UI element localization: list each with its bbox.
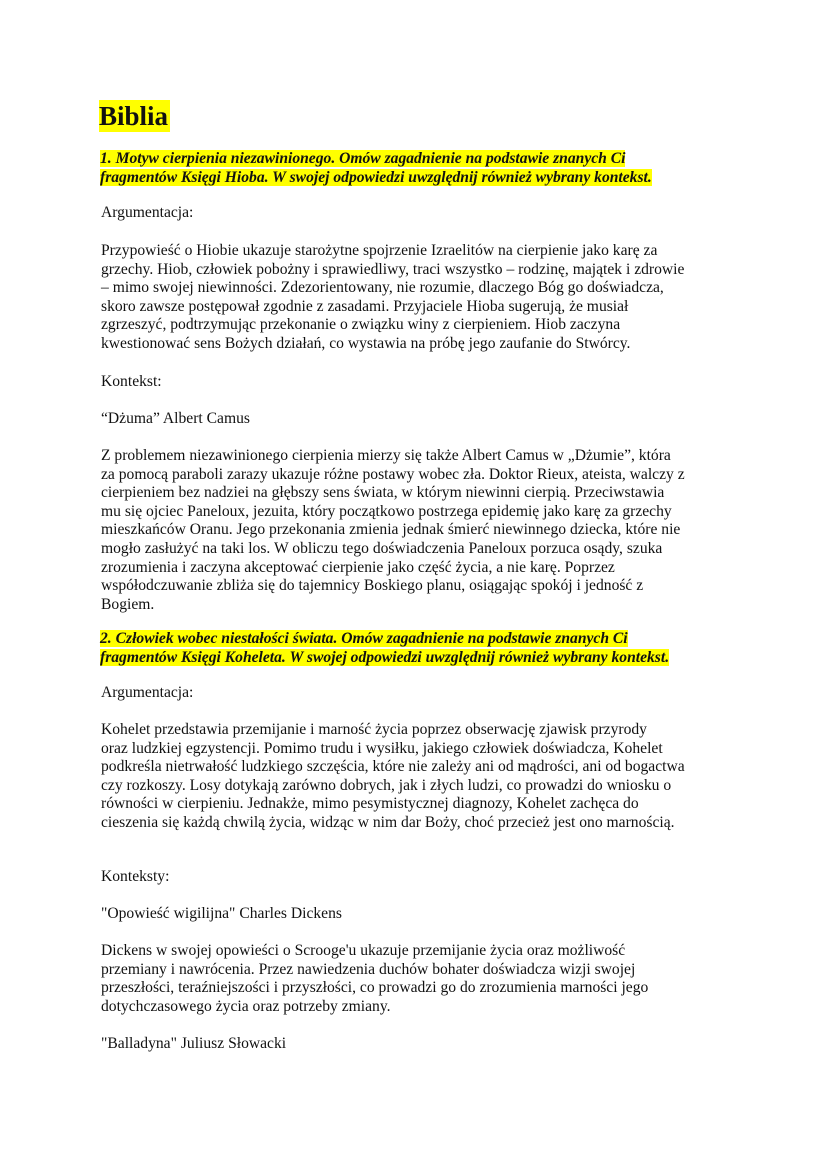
text-line: grzechy. Hiob, człowiek pobożny i sprawiedliwy, traci wszystko – rodzinę, majątek i zdrowie (101, 260, 685, 278)
text-line: zgrzeszyć, podtrzymując przekonanie o związku winy z cierpieniem. Hiob zaczyna (101, 316, 621, 334)
label: Kontekst: (101, 373, 162, 390)
document-title (99, 100, 170, 132)
text-line: przemiany i nawrócenia. Przez nawiedzenia duchów bohater doświadcza wizji swojej (101, 960, 636, 978)
question-line: fragmentów Księgi Hioba. W swojej odpowiedzi uwzględnij również wybrany kontekst. (100, 168, 652, 186)
text-line: mu się ojciec Paneloux, jezuita, który początkowo postrzega epidemię jako karę za grzechy (101, 502, 672, 520)
argument-paragraph-1 (101, 242, 684, 354)
argument-label (101, 204, 193, 223)
label: Konteksty: (101, 868, 170, 885)
context-label (101, 373, 162, 392)
label: “Dżuma” Albert Camus (101, 410, 250, 427)
text-line: równości w cierpieniu. Jednakże, mimo pesymistycznej diagnozy, Kohelet zachęca do (101, 795, 639, 813)
text-line: Z problemem niezawinionego cierpienia mierzy się także Albert Camus w „Dżumie”, która (101, 447, 671, 464)
context-paragraph-2 (101, 942, 648, 1016)
text-line: Przypowieść o Hiobie ukazuje starożytne spojrzenie Izraelitów na cierpienie jako karę za (101, 242, 658, 259)
question-line: fragmentów Księgi Koheleta. W swojej odpowiedzi uwzględnij również wybrany kontekst. (100, 648, 670, 666)
text-line: skoro zawsze postępował zgodnie z zasadami. Przyjaciele Hioba sugerują, że musiał (101, 297, 629, 315)
argument-label (101, 684, 193, 703)
label: "Opowieść wigilijna" Charles Dickens (101, 905, 342, 922)
text-line: Bogiem. (101, 595, 155, 613)
title-text: Biblia (99, 101, 169, 131)
text-line: czy rozkoszy. Losy dotykają zarówno dobrych, jak i złych ludzi, co prowadzi do wniosku o (101, 776, 672, 794)
text-line: zrozumienia i zaczyna akceptować cierpienie jako część życia, a nie karę. Poprzez (101, 558, 615, 576)
text-line: przeszłości, teraźniejszości i przyszłości, co prowadzi go do zrozumienia marności jego (101, 979, 649, 997)
text-line: dotychczasowego życia oraz potrzeby zmiany. (101, 997, 391, 1015)
text-line: podkreśla nietrwałość ludzkiego szczęścia, które nie zależy ani od mądrości, ani od bogactwa (101, 758, 685, 776)
context-paragraph-1 (101, 447, 685, 614)
text-line: współodczuwanie zbliża się do tajemnicy Boskiego planu, osiągając spokój i jedność z (101, 577, 644, 595)
text-line: cierpieniem bez nadziei na głębszy sens świata, w którym niewinni cierpią. Przeciwstawia (101, 484, 665, 502)
text-line: kwestionować sens Bożych działań, co wystawia na próbę jego zaufanie do Stwórcy. (101, 334, 631, 352)
text-line: Kohelet przedstawia przemijanie i marność życia poprzez obserwację zjawisk przyrody (101, 721, 647, 738)
text-line: Dickens w swojej opowieści o Scrooge'u ukazuje przemijanie życia oraz możliwość (101, 942, 626, 959)
label: "Balladyna" Juliusz Słowacki (101, 1035, 287, 1052)
text-line: za pomocą paraboli zarazy ukazuje różne postawy wobec zła. Doktor Rieux, ateista, walczy z (101, 465, 685, 483)
label: Argumentacja: (101, 684, 194, 701)
context-title (101, 905, 342, 924)
question-line: 2. Człowiek wobec niestałości świata. Omów zagadnienie na podstawie znanych Ci (100, 630, 628, 647)
text-line: cieszenia się każdą chwilą życia, widząc w nim dar Boży, choć przecież jest ono marnością. (101, 813, 675, 831)
question-1 (100, 150, 652, 188)
context-title (101, 410, 250, 429)
label: Argumentacja: (101, 204, 194, 221)
text-line: mieszkańców Oranu. Jego przekonania zmienia jednak śmierć niewinnego dziecka, które nie (101, 521, 681, 539)
question-line: 1. Motyw cierpienia niezawinionego. Omów zagadnienie na podstawie znanych Ci (100, 150, 626, 167)
text-line: oraz ludzkiej egzystencji. Pomimo trudu i wysiłku, jakiego człowiek doświadcza, Kohelet (101, 739, 663, 757)
text-line: – mimo swojej niewinności. Zdezorientowany, nie rozumie, dlaczego Bóg go doświadcza, (101, 279, 664, 297)
argument-paragraph-2 (101, 721, 685, 833)
question-2 (100, 630, 669, 668)
contexts-label (101, 868, 169, 887)
text-line: mogło zasłużyć na taki los. W obliczu tego doświadczenia Paneloux porzuca osądy, szuka (101, 539, 663, 557)
context-title (101, 1035, 286, 1054)
